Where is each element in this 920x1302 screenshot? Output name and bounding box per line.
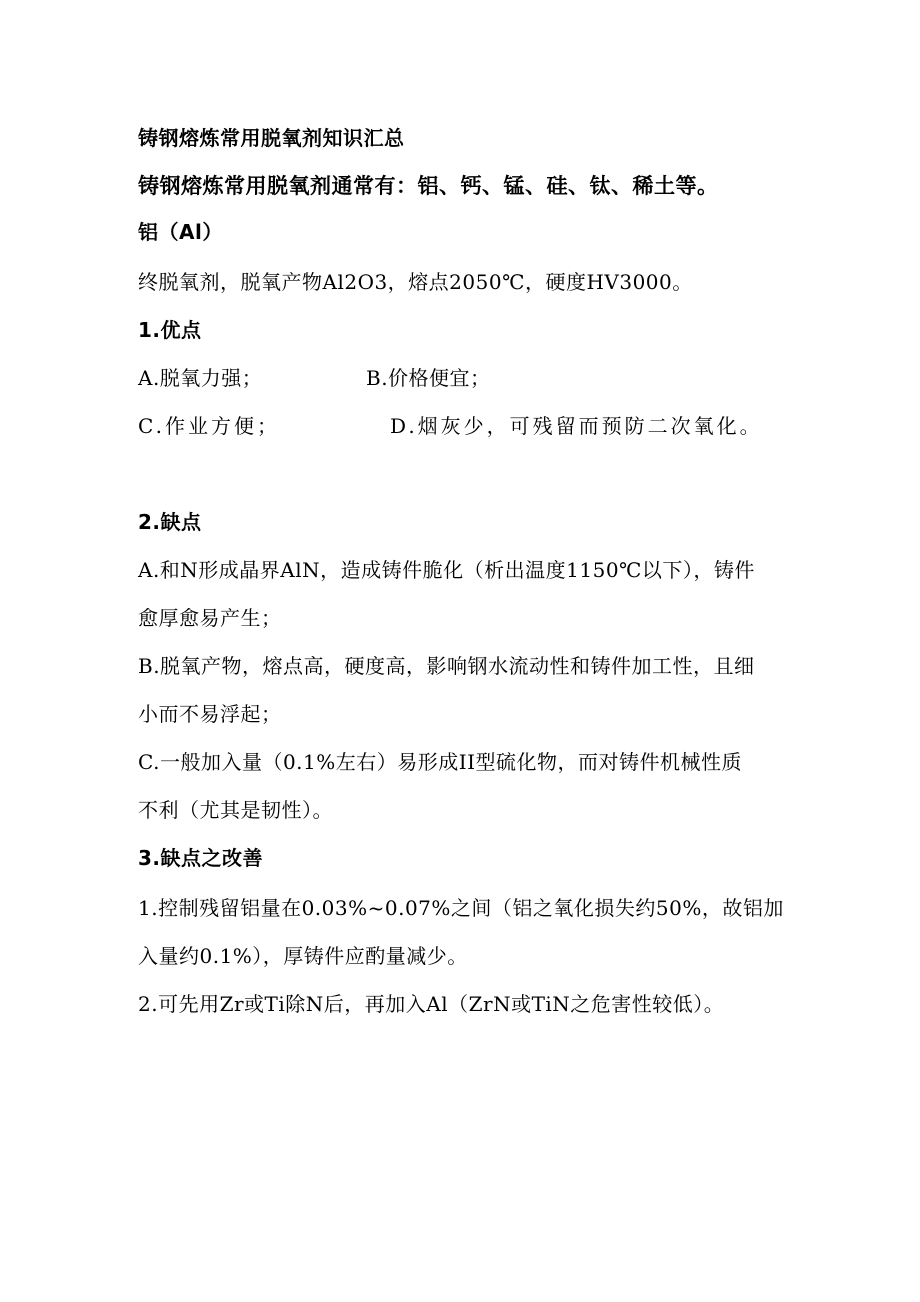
improvement-1-line2: 入量约0.1%），厚铸件应酌量减少。 (138, 944, 468, 968)
disadvantage-a-line1: A.和N形成晶界AlN，造成铸件脆化（析出温度1150℃以下），铸件 (138, 558, 755, 582)
advantage-b: B.价格便宜； (366, 366, 491, 390)
advantage-c: C.作业方便； (138, 414, 280, 438)
disadvantage-b-line2: 小而不易浮起； (138, 702, 282, 726)
advantage-row-1 (138, 364, 262, 392)
advantages-heading: 1.优点 (138, 318, 202, 342)
disadvantage-c-line2: 不利（尤其是韧性）。 (138, 798, 333, 822)
aluminum-heading: 铝（Al） (138, 220, 223, 244)
improvement-1-line1: 1.控制残留铝量在0.03%~0.07%之间（铝之氧化损失约50%，故铝加 (138, 896, 784, 920)
document-title: 铸钢熔炼常用脱氧剂知识汇总 (138, 126, 405, 150)
advantage-a: A.脱氧力强； (138, 366, 263, 390)
advantage-d: D.烟灰少，可残留而预防二次氧化。 (390, 414, 763, 438)
disadvantage-a-line2: 愈厚愈易产生； (138, 606, 282, 630)
aluminum-description: 终脱氧剂，脱氧产物Al2O3，熔点2050℃，硬度HV3000。 (138, 270, 693, 294)
intro-text: 铸钢熔炼常用脱氧剂通常有：铝、钙、锰、硅、钛、稀土等。 (138, 174, 719, 198)
improvement-2: 2.可先用Zr或Ti除N后，再加入Al（ZrN或TiN之危害性较低）。 (138, 992, 725, 1016)
improvements-heading: 3.缺点之改善 (138, 846, 264, 870)
disadvantages-heading: 2.缺点 (138, 510, 202, 534)
disadvantage-c-line1: C.一般加入量（0.1%左右）易形成II型硫化物，而对铸件机械性质 (138, 750, 743, 774)
disadvantage-b-line1: B.脱氧产物，熔点高，硬度高，影响钢水流动性和铸件加工性，且细 (138, 654, 755, 678)
